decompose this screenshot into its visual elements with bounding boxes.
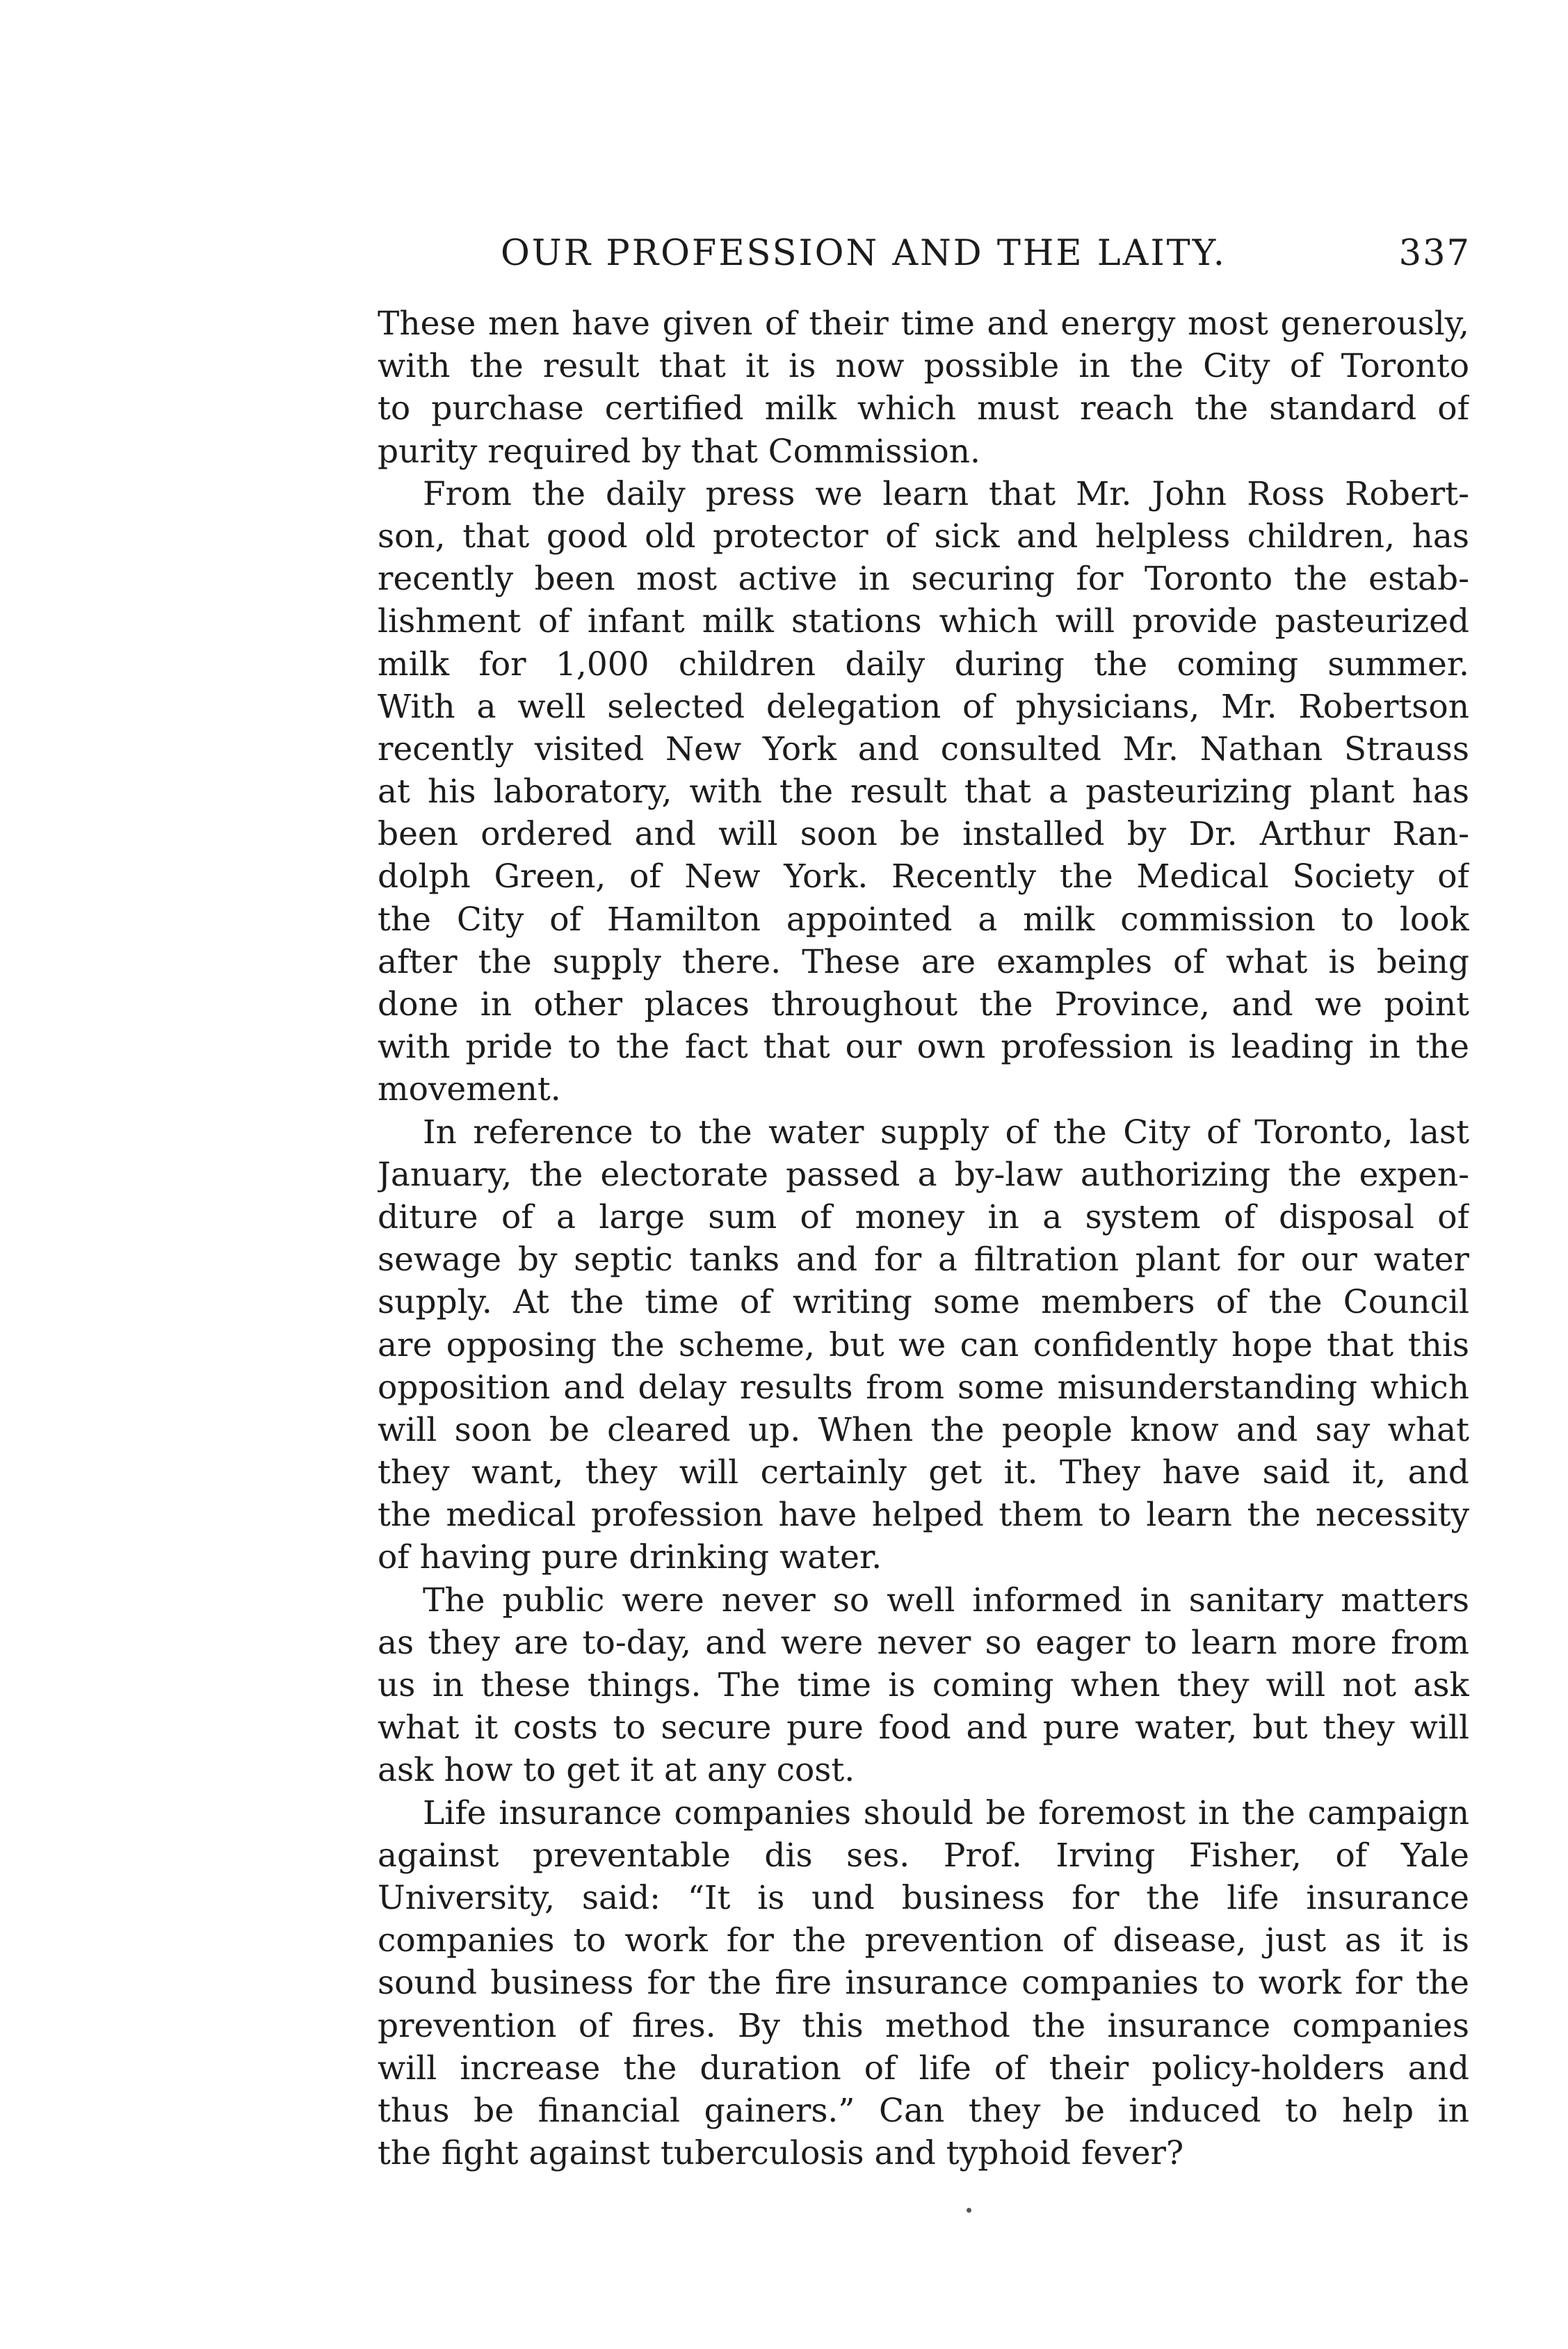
text-line: recently been most active in securing for Toronto the estab- xyxy=(378,560,1469,599)
text-line: after the supply there. These are examples of what is being xyxy=(378,942,1469,981)
text-line: From the daily press we learn that Mr. John Ross Robert- xyxy=(423,474,1469,513)
text-line: thus be financial gainers.” Can they be induced to help in xyxy=(378,2091,1469,2130)
body-text xyxy=(378,302,1469,2174)
text-line: In reference to the water supply of the City of Toronto, last xyxy=(423,1113,1469,1152)
text-line: with the result that it is now possible in the City of Toronto xyxy=(378,347,1469,386)
text-line: sound business for the fire insurance companies to work for the xyxy=(378,1964,1469,2003)
text-line: they want, they will certainly get it. They have said it, and xyxy=(378,1453,1469,1492)
text-line: will soon be cleared up. When the people know and say what xyxy=(378,1410,1469,1449)
text-line: recently visited New York and consulted Mr. Nathan Strauss xyxy=(378,729,1469,768)
running-title: OUR PROFESSION AND THE LAITY. xyxy=(501,233,1227,274)
text-line: what it costs to secure pure food and pure water, but they will xyxy=(378,1709,1469,1747)
text-line: been ordered and will soon be installed by Dr. Arthur Ran- xyxy=(378,815,1469,854)
paragraph-milk-stations xyxy=(378,473,1469,1111)
text-line: These men have given of their time and energy most generously, xyxy=(378,305,1469,343)
text-line: University, said: “It is und business for the life insurance xyxy=(378,1878,1469,1917)
paragraph-life-insurance xyxy=(378,1792,1469,2175)
paragraph-certified-milk xyxy=(378,302,1469,473)
text-line: With a well selected delegation of physicians, Mr. Robertson xyxy=(378,687,1469,726)
text-line: sewage by septic tanks and for a filtration plant for our water xyxy=(378,1241,1469,1280)
text-line: against preventable dis ses. Prof. Irving Fisher, of Yale xyxy=(378,1836,1469,1875)
text-line: will increase the duration of life of their policy-holders and xyxy=(378,2049,1469,2088)
text-line: with pride to the fact that our own profession is leading in the xyxy=(378,1028,1469,1067)
text-line: at his laboratory, with the result that a pasteurizing plant has xyxy=(378,773,1469,812)
text-line: companies to work for the prevention of disease, just as it is xyxy=(378,1921,1469,1960)
paragraph-water-supply xyxy=(378,1111,1469,1579)
text-line: movement. xyxy=(378,1070,561,1109)
text-line: ask how to get it at any cost. xyxy=(378,1751,855,1790)
text-line: milk for 1,000 children daily during the coming summer. xyxy=(378,645,1469,684)
text-line: us in these things. The time is coming when they will not ask xyxy=(378,1666,1469,1704)
text-line: dolph Green, of New York. Recently the Medical Society of xyxy=(378,857,1469,896)
page-number: 337 xyxy=(1398,233,1471,274)
text-line: lishment of infant milk stations which will provide pasteurized xyxy=(378,602,1469,641)
text-line: son, that good old protector of sick and helpless children, has xyxy=(378,517,1469,556)
text-line: January, the electorate passed a by-law authorizing the expen- xyxy=(378,1155,1469,1194)
text-line: done in other places throughout the Province, and we point xyxy=(378,985,1469,1024)
text-line: to purchase certified milk which must reach the standard of xyxy=(378,389,1469,428)
paragraph-public-informed xyxy=(378,1579,1469,1792)
text-line: of having pure drinking water. xyxy=(378,1538,882,1577)
running-header xyxy=(501,233,1471,282)
text-line: diture of a large sum of money in a system of disposal of xyxy=(378,1197,1469,1236)
text-line: are opposing the scheme, but we can confidently hope that this xyxy=(378,1325,1469,1364)
text-line: prevention of fires. By this method the insurance companies xyxy=(378,2006,1469,2045)
text-line: the fight against tuberculosis and typhoid fever? xyxy=(378,2134,1184,2173)
text-line: The public were never so well informed in sanitary matters xyxy=(423,1581,1469,1620)
text-line: purity required by that Commission. xyxy=(378,432,980,471)
text-line: the City of Hamilton appointed a milk commission to look xyxy=(378,900,1469,939)
text-line: Life insurance companies should be foremost in the campaign xyxy=(423,1793,1469,1832)
text-line: as they are to-day, and were never so eager to learn more from xyxy=(378,1623,1469,1662)
text-line: the medical profession have helped them to learn the necessity xyxy=(378,1496,1469,1535)
text-line: supply. At the time of writing some members of the Council xyxy=(378,1283,1469,1322)
ink-speck xyxy=(967,2208,971,2213)
text-line: opposition and delay results from some misunderstanding which xyxy=(378,1368,1469,1407)
